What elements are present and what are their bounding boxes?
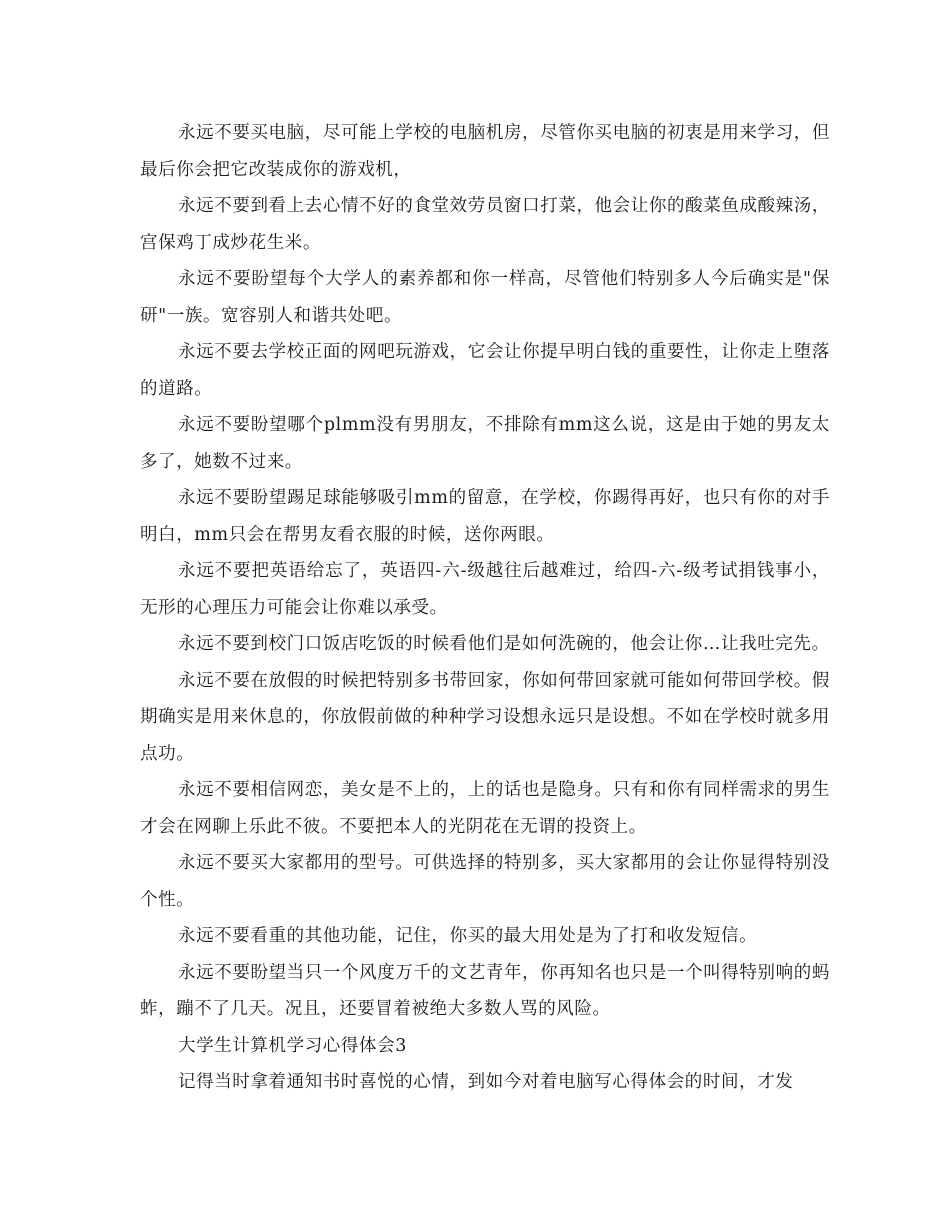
paragraph: 永远不要到看上去心情不好的食堂效劳员窗口打菜，他会让你的酸菜鱼成酸辣汤，宫保鸡丁成炒花生米。 <box>140 196 830 253</box>
section-heading: 大学生计算机学习心得体会3 <box>178 1035 407 1056</box>
paragraph: 永远不要盼望踢足球能够吸引mm的留意，在学校，你踢得再好，也只有你的对手明白，mm只会在帮男友看衣服的时候，送你两眼。 <box>140 488 830 545</box>
paragraph: 永远不要盼望哪个plmm没有男朋友，不排除有mm这么说，这是由于她的男友太多了，她数不过来。 <box>140 415 830 472</box>
paragraph: 永远不要到校门口饭店吃饭的时候看他们是如何洗碗的，他会让你…让我吐完先。 <box>178 634 830 654</box>
paragraph: 永远不要买大家都用的型号。可供选择的特别多，买大家都用的会让你显得特别没个性。 <box>140 853 830 910</box>
paragraph: 永远不要盼望当只一个风度万千的文艺青年，你再知名也只是一个叫得特别响的蚂蚱，蹦不了几天。况且，还要冒着被绝大多数人骂的风险。 <box>140 962 830 1019</box>
body-text <box>140 115 830 1101</box>
paragraph: 记得当时拿着通知书时喜悦的心情，到如今对着电脑写心得体会的时间，才发 <box>178 1072 794 1092</box>
paragraph: 永远不要看重的其他功能，记住，你买的最大用处是为了打和收发短信。 <box>178 926 758 946</box>
paragraph: 永远不要相信网恋，美女是不上的，上的话也是隐身。只有和你有同样需求的男生才会在网聊上乐此不彼。不要把本人的光阴花在无谓的投资上。 <box>140 780 830 837</box>
paragraph: 永远不要买电脑，尽可能上学校的电脑机房，尽管你买电脑的初衷是用来学习，但最后你会把它改装成你的游戏机， <box>140 123 830 180</box>
paragraph: 永远不要把英语给忘了，英语四-六-级越往后越难过，给四-六-级考试捐钱事小，无形的心理压力可能会让你难以承受。 <box>140 561 830 618</box>
paragraph: 永远不要在放假的时候把特别多书带回家，你如何带回家就可能如何带回学校。假期确实是用来休息的，你放假前做的种种学习设想永远只是设想。不如在学校时就多用点功。 <box>140 670 830 764</box>
paragraph: 永远不要盼望每个大学人的素养都和你一样高，尽管他们特别多人今后确实是"保研"一族。宽容别人和谐共处吧。 <box>140 269 830 326</box>
paragraph: 永远不要去学校正面的网吧玩游戏，它会让你提早明白钱的重要性，让你走上堕落的道路。 <box>140 342 830 399</box>
